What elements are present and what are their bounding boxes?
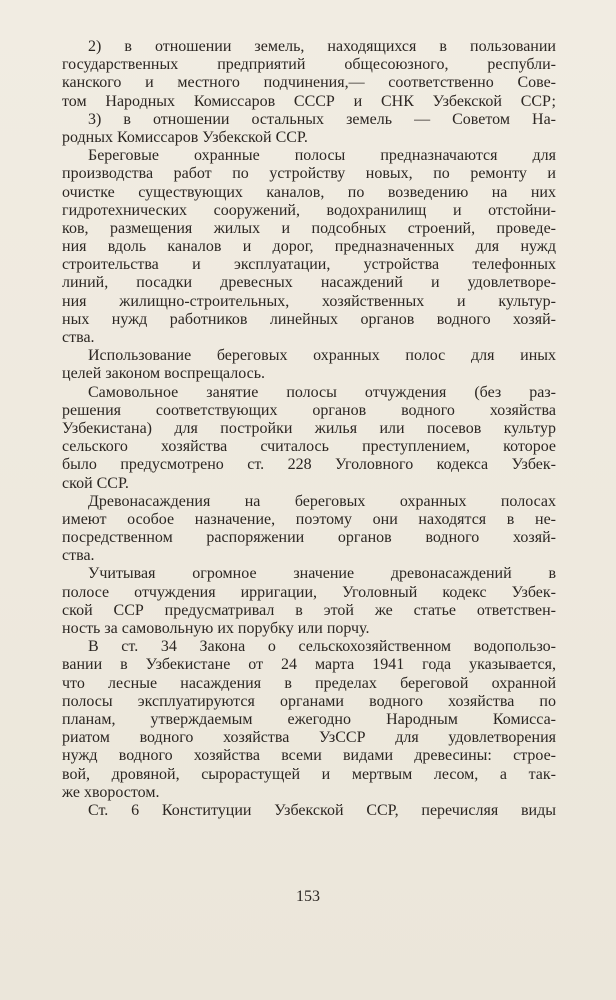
text-line: Узбекистана) для постройки жилья или посевов культур: [62, 419, 556, 437]
text-line: планам, утверждаемым ежегодно Народным Комисса-: [62, 710, 556, 728]
text-line: решения соответствующих органов водного хозяйства: [62, 401, 556, 419]
text-line: ской ССР.: [62, 474, 129, 492]
text-line: ных нужд работников линейных органов водного хозяй-: [62, 310, 556, 328]
text-line: ность за самовольную их порубку или порчу.: [62, 620, 370, 637]
text-line: производства работ по устройству новых, по ремонту и: [62, 165, 556, 183]
text-line: Ст. 6 Конституции Узбекской ССР, перечисляя виды: [88, 801, 556, 819]
text-line: вой, дровяной, сырорастущей и мертвым лесом, а так-: [62, 765, 556, 783]
text-line: государственных предприятий общесоюзного, республи-: [62, 56, 556, 74]
text-line: гидротехнических сооружений, водохранилищ и отстойни-: [62, 201, 556, 219]
text-line: ков, размещения жилых и подсобных строений, проведе-: [62, 219, 556, 237]
text-line: строительства и эксплуатации, устройства телефонных: [62, 256, 556, 274]
text-line: посредственном распоряжении органов водного хозяй-: [62, 529, 556, 547]
text-line: родных Комиссаров Узбекской ССР.: [62, 128, 308, 146]
text-line: же хворостом.: [62, 783, 160, 801]
text-line: ния жилищно-строительных, хозяйственных и культур-: [62, 292, 556, 310]
text-line: Древонасаждения на береговых охранных полосах: [88, 492, 556, 510]
text-line: было предусмотрено ст. 228 Уголовного кодекса Узбек-: [62, 456, 556, 474]
text-line: ства.: [62, 547, 95, 565]
text-line: Использование береговых охранных полос для иных: [88, 347, 556, 365]
text-line: полосе отчуждения ирригации, Уголовный кодекс Узбек-: [62, 583, 556, 601]
text-line: риатом водного хозяйства УзССР для удовлетворения: [62, 729, 556, 747]
text-line: ства.: [62, 329, 95, 346]
text-line: нужд водного хозяйства всеми видами древесины: строе-: [62, 747, 556, 765]
text-line: вании в Узбекистане от 24 марта 1941 года указывается,: [62, 656, 556, 674]
text-line: Самовольное занятие полосы отчуждения (без раз-: [88, 383, 556, 401]
text-line: линий, посадки древесных насаждений и удовлетворе-: [62, 274, 556, 292]
text-line: Учитывая огромное значение древонасаждений в: [88, 565, 556, 583]
text-line: канского и местного подчинения,— соответственно Сове-: [62, 74, 556, 92]
text-line: 3) в отношении остальных земель — Советом На-: [88, 110, 556, 128]
text-line: полосы эксплуатируются органами водного хозяйства по: [62, 692, 556, 710]
text-line: том Народных Комиссаров СССР и СНК Узбекской ССР;: [62, 92, 556, 110]
text-line: ской ССР предусматривал в этой же статье ответствен-: [62, 601, 556, 619]
text-line: 2) в отношении земель, находящихся в пользовании: [88, 38, 556, 55]
text-line: сельского хозяйства считалось преступлением, которое: [62, 438, 556, 456]
text-line: ния вдоль каналов и дорог, предназначенных для нужд: [62, 238, 556, 256]
text-line: что лесные насаждения в пределах береговой охранной: [62, 674, 556, 692]
text-line: очистке существующих каналов, по возведению на них: [62, 183, 556, 201]
body-text: [62, 38, 556, 820]
text-line: имеют особое назначение, поэтому они находятся в не-: [62, 510, 556, 528]
text-line: целей законом воспрещалось.: [62, 365, 266, 383]
page-number: 153: [296, 888, 320, 905]
text-line: В ст. 34 Закона о сельскохозяйственном водопользо-: [88, 638, 556, 656]
text-line: Береговые охранные полосы предназначаются для: [88, 147, 556, 165]
